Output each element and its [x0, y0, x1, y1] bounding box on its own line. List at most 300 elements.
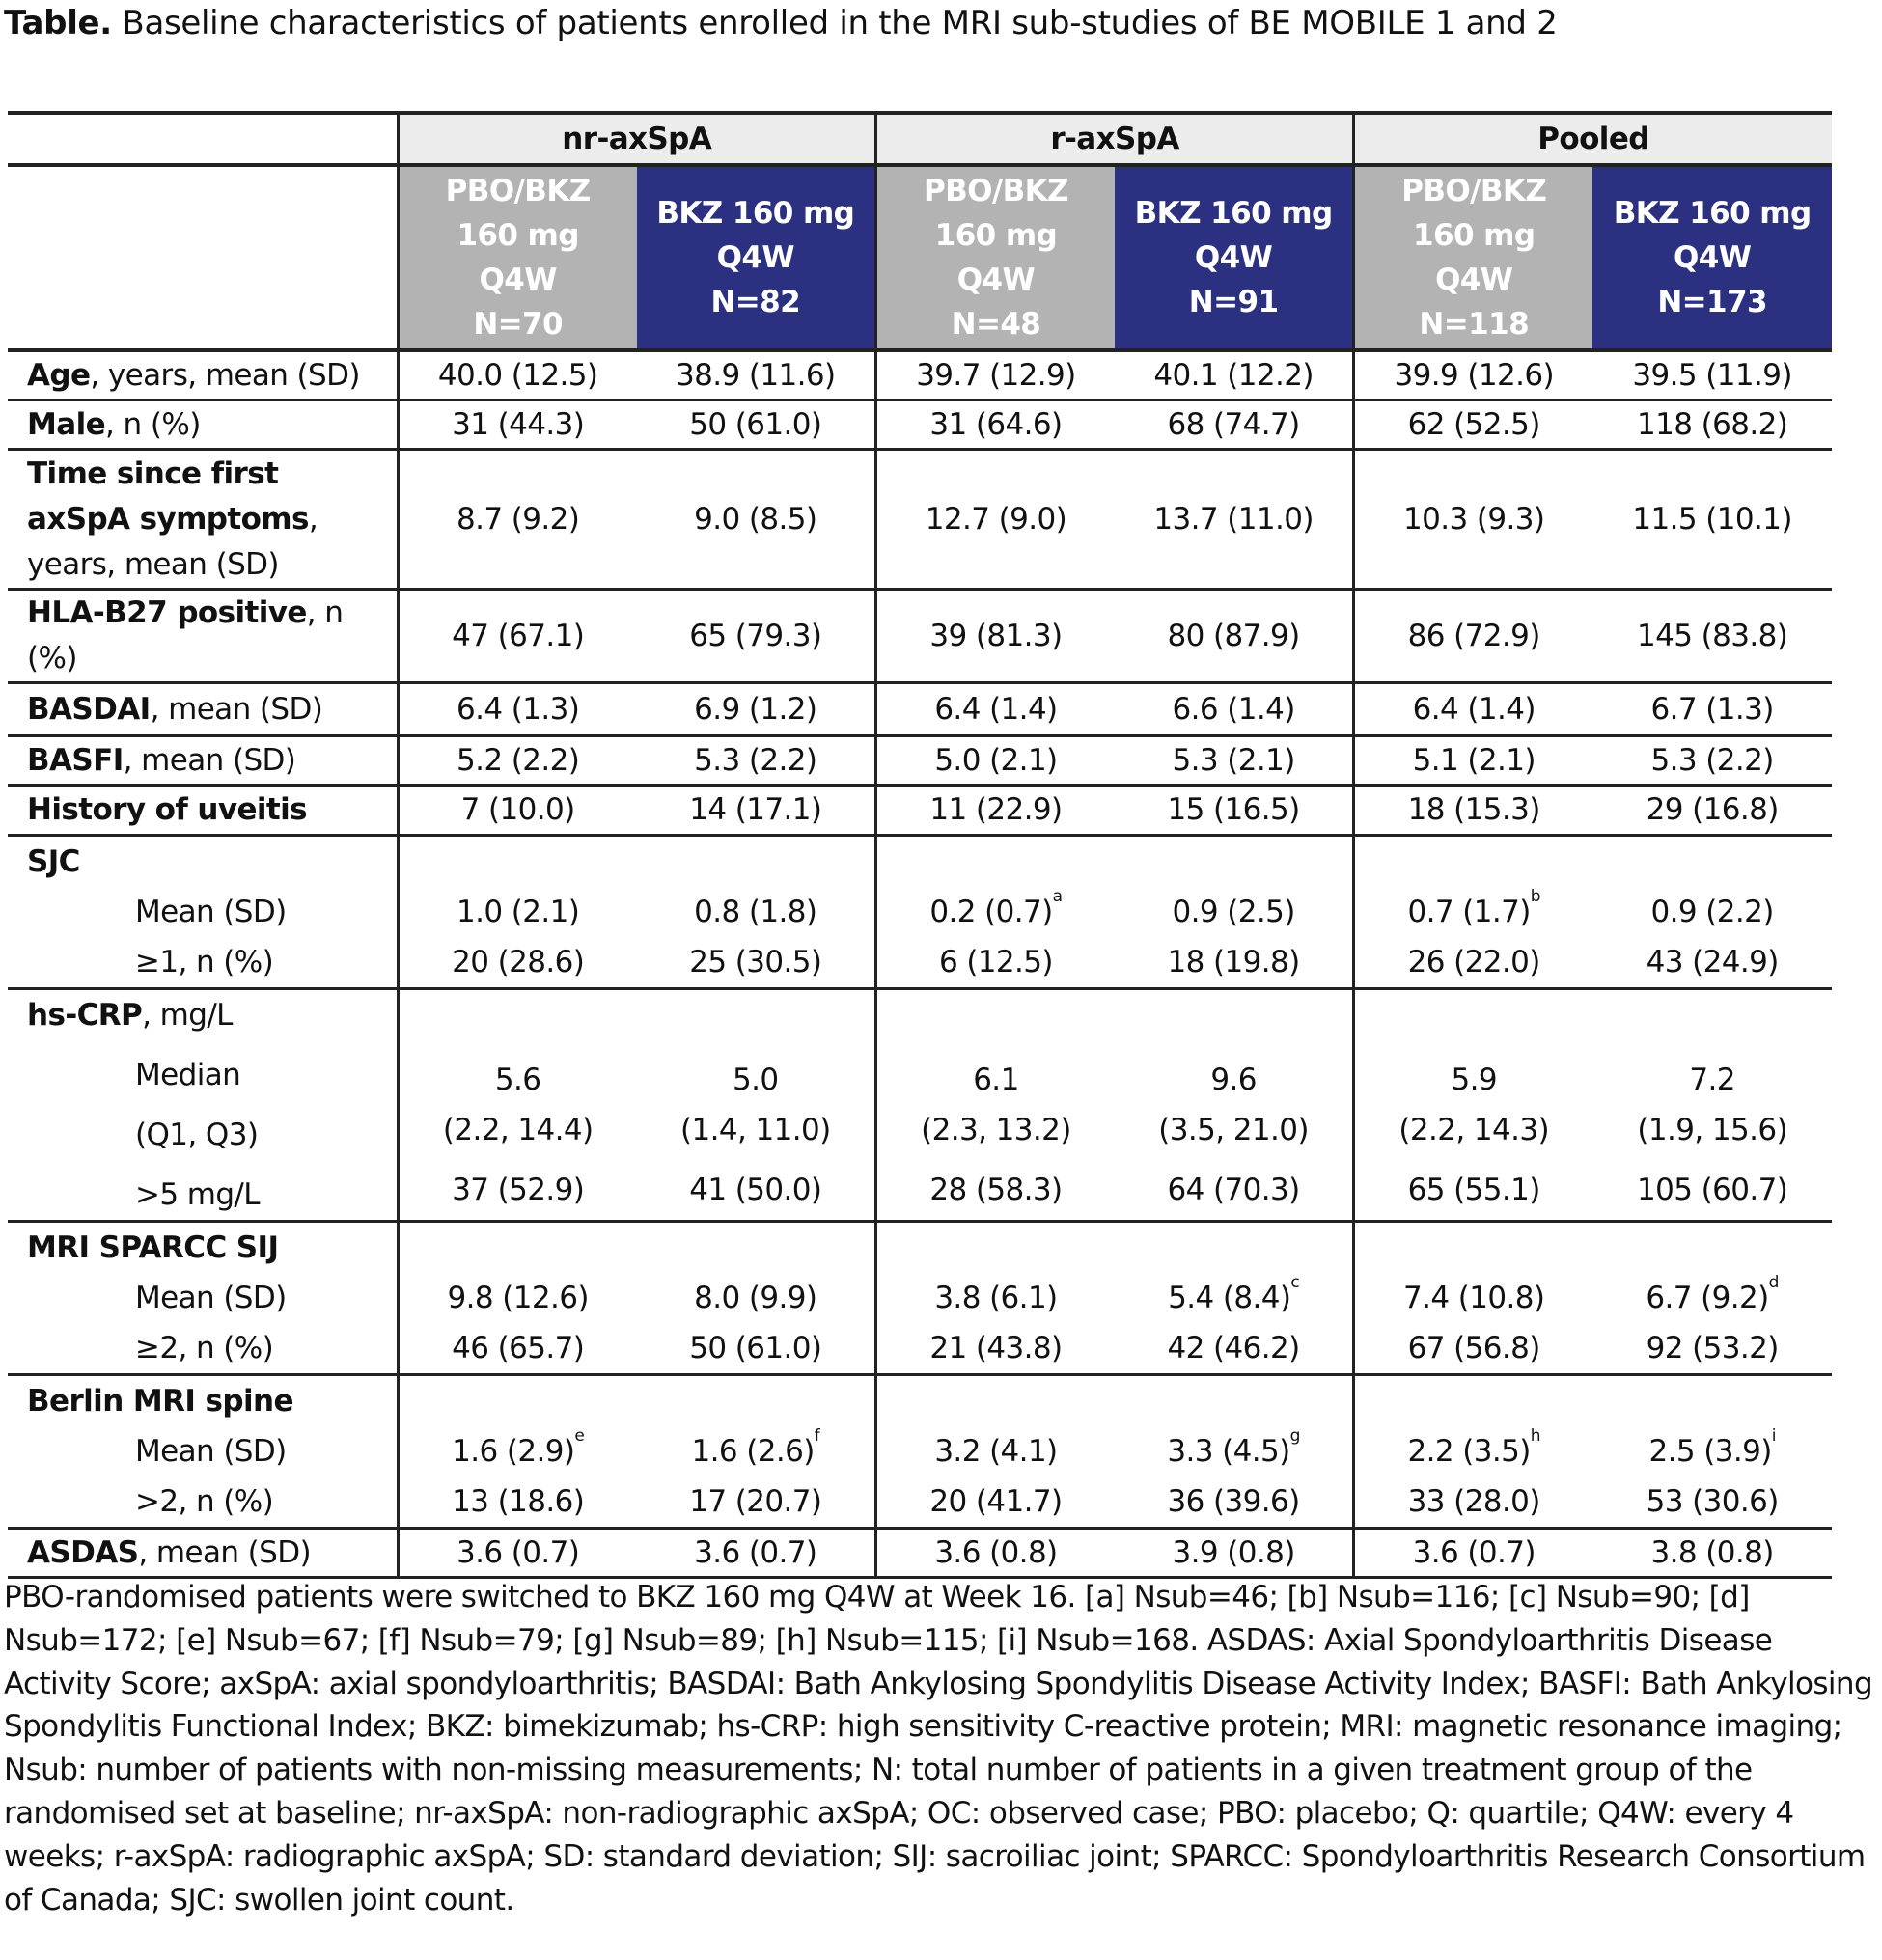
footnote-marker: a: [1052, 887, 1063, 906]
value-cell: [1354, 1222, 1593, 1375]
value-cell: [875, 836, 1115, 989]
spacer: [1355, 837, 1592, 887]
footnote-marker: f: [814, 1426, 820, 1446]
sub-label: Mean (SD): [135, 1434, 287, 1469]
value-line: [637, 887, 874, 937]
label-rest: , mg/L: [142, 998, 233, 1033]
spacer: [877, 995, 1115, 1045]
arm-header-line: PBO/BKZ: [445, 174, 591, 208]
value-cell: 11 (22.9): [875, 786, 1115, 836]
value-text: (2.2, 14.4): [442, 1113, 594, 1147]
arm-header-line: Q4W: [956, 262, 1036, 297]
label-line: [27, 837, 397, 887]
table-row-berlin: [8, 1375, 1832, 1529]
value-text: 105 (60.7): [1637, 1173, 1788, 1207]
value-line: [1355, 1477, 1592, 1527]
value-cell: 10.3 (9.3): [1354, 450, 1593, 590]
value-text: 3.8 (6.1): [934, 1281, 1058, 1315]
value-text: 0.9 (2.2): [1650, 895, 1774, 929]
table-row-time: [8, 450, 1832, 590]
sub-label: >5 mg/L: [135, 1177, 260, 1212]
label-rest: , n (%): [105, 406, 201, 442]
value-text: 37 (52.9): [452, 1173, 585, 1207]
table-row-hla: [8, 590, 1832, 683]
value-cell: 5.3 (2.2): [637, 736, 876, 786]
row-label: [8, 1222, 398, 1375]
value-line: [637, 1055, 874, 1105]
value-cell: [875, 1375, 1115, 1529]
sub-label: ≥2, n (%): [135, 1331, 274, 1366]
arm-header-line: Q4W: [1435, 262, 1513, 297]
arm-header-line: N=118: [1419, 307, 1530, 342]
baseline-table: [8, 111, 1832, 1579]
value-line: [877, 1477, 1115, 1527]
value-line: [1355, 1105, 1592, 1155]
value-line: [637, 1273, 874, 1323]
label-bold: BASFI: [27, 742, 124, 778]
value-cell: [398, 1375, 637, 1529]
value-cell: 6.4 (1.4): [875, 683, 1115, 736]
group-header-row: [8, 113, 1832, 165]
spacer: [1115, 995, 1352, 1045]
arm-header-line: Q4W: [716, 240, 794, 275]
value-cell: [637, 1375, 876, 1529]
label-bold: MRI SPARCC SIJ: [27, 1230, 279, 1265]
value-line: [1115, 1165, 1352, 1215]
value-cell: 8.7 (9.2): [398, 450, 637, 590]
table-row-asdas: [8, 1529, 1832, 1578]
table-row-sjc: [8, 836, 1832, 989]
value-text: 1.6 (2.9): [452, 1434, 575, 1469]
title-text: Baseline characteristics of patients enrolled in the MRI sub-studies of BE MOBILE 1 and 2: [111, 4, 1558, 42]
value-text: 9.8 (12.6): [447, 1281, 589, 1315]
arm-header-line: PBO/BKZ: [1401, 174, 1547, 208]
label-line: [27, 1376, 397, 1426]
value-cell: [1115, 836, 1354, 989]
value-cell: 31 (64.6): [875, 400, 1115, 450]
value-text: 21 (43.8): [929, 1331, 1063, 1366]
row-label: [8, 989, 398, 1222]
spacer: [1115, 1223, 1352, 1273]
spacer: [1115, 1376, 1352, 1426]
value-line: [1355, 1323, 1592, 1373]
value-cell: [637, 1222, 876, 1375]
value-cell: 7 (10.0): [398, 786, 637, 836]
value-line: [637, 1323, 874, 1373]
spacer: [1355, 1223, 1592, 1273]
group-header-pooled: Pooled: [1354, 113, 1832, 165]
value-cell: 13.7 (11.0): [1115, 450, 1354, 590]
footnote-marker: i: [1771, 1426, 1776, 1446]
label-bold: axSpA symptoms: [27, 501, 309, 537]
value-text: 3.2 (4.1): [934, 1434, 1058, 1469]
value-cell: 3.6 (0.7): [1354, 1529, 1593, 1578]
value-cell: [1592, 989, 1832, 1222]
value-text: 18 (19.8): [1167, 945, 1300, 980]
value-text: 0.9 (2.5): [1172, 895, 1295, 929]
value-cell: 50 (61.0): [637, 400, 876, 450]
value-cell: 39.9 (12.6): [1354, 350, 1593, 400]
row-label: [8, 350, 398, 400]
value-cell: 3.9 (0.8): [1115, 1529, 1354, 1578]
value-text: 20 (41.7): [929, 1484, 1063, 1519]
footnote-marker: g: [1289, 1426, 1300, 1446]
value-cell: 3.6 (0.8): [875, 1529, 1115, 1578]
row-label: [8, 1529, 398, 1578]
label-bold: Berlin MRI spine: [27, 1384, 293, 1419]
value-cell: 40.0 (12.5): [398, 350, 637, 400]
spacer: [1115, 837, 1352, 887]
label-rest: ,: [308, 501, 318, 537]
row-label: [8, 786, 398, 836]
title-bold: Table.: [4, 4, 112, 42]
row-label: [8, 836, 398, 989]
value-cell: [1592, 836, 1832, 989]
value-text: 67 (56.8): [1407, 1331, 1540, 1366]
group-header-nr-axspa: nr-axSpA: [398, 113, 875, 165]
value-cell: [637, 989, 876, 1222]
label-line: [27, 497, 397, 542]
value-text: 5.6: [494, 1063, 541, 1097]
label-line: [27, 1223, 397, 1273]
value-cell: [1115, 989, 1354, 1222]
footnote: PBO-randomised patients were switched to BKZ 160 mg Q4W at Week 16. [a] Nsub=46; [b] Nsub=116; [c] Nsub=90; [d] Nsub=172; [e] Nsub=67; [f] Nsub=79; [g] Nsub=89; [h] Nsub=115; [i] Nsub=168. ASDAS: Axial Spondyloarthritis Disease Activity Score; axSpA: axial spondyloarthritis; BASDAI: Bath Ankylosing Spondylitis Disease Activity Index; BASFI: Bath Ankylosing Spondylitis Functional Index; BKZ: bimekizumab; hs-CRP: high sensitivity C-reactive protein; MRI: magnetic resonance imaging; Nsub: number of patients with non-missing measurements; N: total number of patients in a given treatment group of the randomised set at baseline; nr-axSpA: non-radiographic axSpA; OC: observed case; PBO: placebo; Q: quartile; Q4W: every 4 weeks; r-axSpA: radiographic axSpA; SD: standard deviation; SIJ: sacroiliac joint; SPARCC: Spondyloarthritis Research Consortium of Canada; SJC: swollen joint count.: [4, 1580, 1873, 1918]
arm-header-line: N=91: [1188, 285, 1279, 319]
value-line: [400, 887, 637, 937]
value-text: 8.0 (9.9): [694, 1281, 817, 1315]
value-text: 53 (30.6): [1646, 1484, 1779, 1519]
value-cell: 14 (17.1): [637, 786, 876, 836]
value-line: [1592, 1426, 1832, 1477]
arm-header-line: 160 mg: [1413, 218, 1536, 253]
value-text: 5.9: [1451, 1063, 1497, 1097]
row-label: [8, 400, 398, 450]
value-cell: [1115, 1222, 1354, 1375]
value-cell: [398, 989, 637, 1222]
value-text: 1.0 (2.1): [457, 895, 580, 929]
value-cell: [1354, 1375, 1593, 1529]
value-line: [1592, 887, 1832, 937]
label-rest: , mean (SD): [150, 691, 323, 727]
value-text: 26 (22.0): [1407, 945, 1540, 980]
value-line: [1592, 937, 1832, 987]
sub-label: (Q1, Q3): [135, 1118, 259, 1152]
value-line: [400, 1273, 637, 1323]
value-line: [1115, 1105, 1352, 1155]
label-line: [27, 542, 397, 588]
value-cell: 9.0 (8.5): [637, 450, 876, 590]
value-line: [400, 1165, 637, 1215]
value-text: 42 (46.2): [1167, 1331, 1300, 1366]
value-cell: 6.7 (1.3): [1592, 683, 1832, 736]
value-line: [1355, 937, 1592, 987]
value-cell: [1592, 1375, 1832, 1529]
arm-header-line: BKZ 160 mg: [656, 196, 855, 231]
label-bold: Male: [27, 406, 106, 442]
value-line: [1115, 887, 1352, 937]
spacer: [400, 837, 637, 887]
corner-cell: [8, 113, 398, 165]
label-bold: Age: [27, 357, 91, 393]
value-cell: 3.8 (0.8): [1592, 1529, 1832, 1578]
arm-header-bkz: [1592, 165, 1832, 350]
value-cell: 39.5 (11.9): [1592, 350, 1832, 400]
footnote-marker: b: [1530, 887, 1540, 906]
spacer: [1592, 995, 1832, 1045]
value-text: 92 (53.2): [1646, 1331, 1779, 1366]
spacer: [1355, 1376, 1592, 1426]
value-cell: 11.5 (10.1): [1592, 450, 1832, 590]
arm-header-line: N=48: [951, 307, 1041, 342]
value-cell: [875, 1222, 1115, 1375]
sub-label: ≥1, n (%): [135, 945, 274, 980]
value-cell: 38.9 (11.6): [637, 350, 876, 400]
value-line: [1592, 1165, 1832, 1215]
label-bold: SJC: [27, 844, 80, 879]
arm-header-line: 160 mg: [934, 218, 1058, 253]
value-text: 65 (55.1): [1407, 1173, 1540, 1207]
value-text: 2.2 (3.5): [1407, 1434, 1531, 1469]
value-cell: 62 (52.5): [1354, 400, 1593, 450]
label-rest: , years, mean (SD): [90, 357, 360, 393]
value-cell: 5.3 (2.1): [1115, 736, 1354, 786]
value-text: 64 (70.3): [1167, 1173, 1300, 1207]
arm-header-line: Q4W: [479, 262, 557, 297]
value-line: [637, 1165, 874, 1215]
value-cell: 80 (87.9): [1115, 590, 1354, 683]
value-line: [1115, 1477, 1352, 1527]
value-text: 0.2 (0.7): [929, 895, 1053, 929]
value-text: 28 (58.3): [929, 1173, 1063, 1207]
label-rest: , mean (SD): [123, 742, 296, 778]
value-text: 7.4 (10.8): [1403, 1281, 1545, 1315]
value-cell: 5.3 (2.2): [1592, 736, 1832, 786]
label-bold: Time since first: [27, 455, 279, 491]
row-label: [8, 683, 398, 736]
arm-header-line: Q4W: [1673, 240, 1752, 275]
value-cell: 29 (16.8): [1592, 786, 1832, 836]
value-cell: 47 (67.1): [398, 590, 637, 683]
row-label: [8, 450, 398, 590]
spacer: [400, 1376, 637, 1426]
value-line: [1355, 1273, 1592, 1323]
value-line: [1355, 1426, 1592, 1477]
table-row-sparcc: [8, 1222, 1832, 1375]
value-text: 5.4 (8.4): [1168, 1281, 1291, 1315]
row-label: [8, 1375, 398, 1529]
value-text: (2.3, 13.2): [921, 1113, 1071, 1147]
spacer: [400, 1223, 637, 1273]
value-line: [877, 1055, 1115, 1105]
group-header-r-axspa: r-axSpA: [875, 113, 1353, 165]
value-cell: 3.6 (0.7): [398, 1529, 637, 1578]
value-cell: 31 (44.3): [398, 400, 637, 450]
value-line: [1115, 1323, 1352, 1373]
value-text: 5.0: [733, 1063, 779, 1097]
value-text: 36 (39.6): [1167, 1484, 1300, 1519]
value-text: (1.9, 15.6): [1637, 1113, 1787, 1147]
value-text: 0.8 (1.8): [694, 895, 817, 929]
value-cell: 3.6 (0.7): [637, 1529, 876, 1578]
value-line: [400, 1477, 637, 1527]
value-cell: 40.1 (12.2): [1115, 350, 1354, 400]
label-rest: (%): [27, 641, 77, 676]
corner-cell: [8, 165, 398, 350]
label-bold: ASDAS: [27, 1534, 139, 1570]
sub-label: Mean (SD): [135, 895, 287, 929]
table-row-crp: [8, 989, 1832, 1222]
table-row-male: [8, 400, 1832, 450]
value-cell: 65 (79.3): [637, 590, 876, 683]
table-title: [4, 2, 1558, 44]
spacer: [637, 995, 874, 1045]
value-text: 3.3 (4.5): [1167, 1434, 1290, 1469]
arm-header-line: N=173: [1657, 285, 1767, 319]
value-line: [877, 887, 1115, 937]
value-cell: 39 (81.3): [875, 590, 1115, 683]
label-bold: BASDAI: [27, 691, 151, 727]
label-bold: History of uveitis: [27, 792, 308, 827]
spacer: [1592, 1376, 1832, 1426]
value-cell: 118 (68.2): [1592, 400, 1832, 450]
arm-header-row: [8, 165, 1832, 350]
value-text: 6 (12.5): [938, 945, 1053, 980]
value-text: 50 (61.0): [689, 1331, 822, 1366]
value-text: 0.7 (1.7): [1407, 895, 1531, 929]
value-line: [400, 1323, 637, 1373]
value-line: [400, 1105, 637, 1155]
value-text: 46 (65.7): [452, 1331, 585, 1366]
value-line: [1592, 1477, 1832, 1527]
value-line: [877, 1165, 1115, 1215]
value-cell: 12.7 (9.0): [875, 450, 1115, 590]
value-text: 9.6: [1210, 1063, 1257, 1097]
value-cell: 86 (72.9): [1354, 590, 1593, 683]
value-text: 17 (20.7): [689, 1484, 822, 1519]
value-cell: [398, 1222, 637, 1375]
value-line: [1592, 1105, 1832, 1155]
value-cell: 5.0 (2.1): [875, 736, 1115, 786]
value-text: (3.5, 21.0): [1158, 1113, 1309, 1147]
row-label: [8, 736, 398, 786]
value-cell: [1592, 1222, 1832, 1375]
value-text: 41 (50.0): [689, 1173, 822, 1207]
sub-label: >2, n (%): [135, 1484, 274, 1519]
value-line: [1115, 1273, 1352, 1323]
value-text: 33 (28.0): [1407, 1484, 1540, 1519]
label-rest: , n: [306, 595, 344, 630]
value-line: [1592, 1273, 1832, 1323]
arm-header-bkz: [1115, 165, 1354, 350]
value-cell: [875, 989, 1115, 1222]
value-line: [1115, 937, 1352, 987]
value-line: [637, 937, 874, 987]
label-rest: years, mean (SD): [27, 546, 279, 582]
spacer: [637, 1223, 874, 1273]
spacer: [877, 1376, 1115, 1426]
arm-header-line: BKZ 160 mg: [1134, 196, 1333, 231]
value-text: 25 (30.5): [689, 945, 822, 980]
value-line: [1115, 1426, 1352, 1477]
arm-header-line: N=82: [710, 285, 801, 319]
value-line: [400, 1055, 637, 1105]
value-cell: 15 (16.5): [1115, 786, 1354, 836]
value-line: [1355, 1055, 1592, 1105]
value-text: 7.2: [1689, 1063, 1735, 1097]
value-line: [400, 937, 637, 987]
value-line: [877, 1426, 1115, 1477]
value-line: [1355, 1165, 1592, 1215]
value-line: [637, 1477, 874, 1527]
arm-header-pbo-bkz: [875, 165, 1115, 350]
value-line: [877, 1105, 1115, 1155]
footnote-marker: d: [1768, 1273, 1779, 1292]
arm-header-line: 160 mg: [457, 218, 579, 253]
value-line: [1592, 1323, 1832, 1373]
value-line: [1355, 887, 1592, 937]
label-bold: HLA-B27 positive: [27, 595, 307, 630]
table-row-uveitis: [8, 786, 1832, 836]
arm-header-pbo-bkz: [1354, 165, 1593, 350]
table-row-basdai: [8, 683, 1832, 736]
value-line: [877, 937, 1115, 987]
sub-label: Mean (SD): [135, 1281, 287, 1315]
value-line: [1115, 1055, 1352, 1105]
value-cell: [637, 836, 876, 989]
spacer: [637, 1376, 874, 1426]
value-cell: 6.4 (1.3): [398, 683, 637, 736]
spacer: [400, 995, 637, 1045]
value-line: [877, 1273, 1115, 1323]
value-text: 2.5 (3.9): [1648, 1434, 1772, 1469]
value-cell: 6.9 (1.2): [637, 683, 876, 736]
value-line: [400, 1426, 637, 1477]
value-text: 43 (24.9): [1646, 945, 1779, 980]
value-text: 6.7 (9.2): [1646, 1281, 1769, 1315]
row-label: [8, 590, 398, 683]
value-text: 20 (28.6): [452, 945, 585, 980]
spacer: [877, 1223, 1115, 1273]
sub-label: Median: [135, 1058, 241, 1092]
spacer: [637, 837, 874, 887]
spacer: [1592, 837, 1832, 887]
value-text: (1.4, 11.0): [679, 1113, 831, 1147]
value-text: 1.6 (2.6): [691, 1434, 815, 1469]
table-row-basfi: [8, 736, 1832, 786]
value-cell: 5.1 (2.1): [1354, 736, 1593, 786]
label-line: [27, 452, 397, 497]
value-line: [877, 1323, 1115, 1373]
value-cell: 5.2 (2.2): [398, 736, 637, 786]
spacer: [1355, 995, 1592, 1045]
label-rest: , mean (SD): [138, 1534, 311, 1570]
value-cell: 6.4 (1.4): [1354, 683, 1593, 736]
arm-header-line: Q4W: [1194, 240, 1273, 275]
label-line: [27, 636, 397, 681]
value-cell: 18 (15.3): [1354, 786, 1593, 836]
value-cell: 6.6 (1.4): [1115, 683, 1354, 736]
value-cell: [398, 836, 637, 989]
footnote-marker: c: [1290, 1273, 1300, 1292]
arm-header-line: BKZ 160 mg: [1613, 196, 1812, 231]
arm-header-line: N=70: [473, 307, 563, 342]
arm-header-pbo-bkz: [398, 165, 637, 350]
value-text: 13 (18.6): [452, 1484, 585, 1519]
value-cell: 68 (74.7): [1115, 400, 1354, 450]
value-line: [637, 1426, 874, 1477]
table-row-age: [8, 350, 1832, 400]
value-cell: [1115, 1375, 1354, 1529]
